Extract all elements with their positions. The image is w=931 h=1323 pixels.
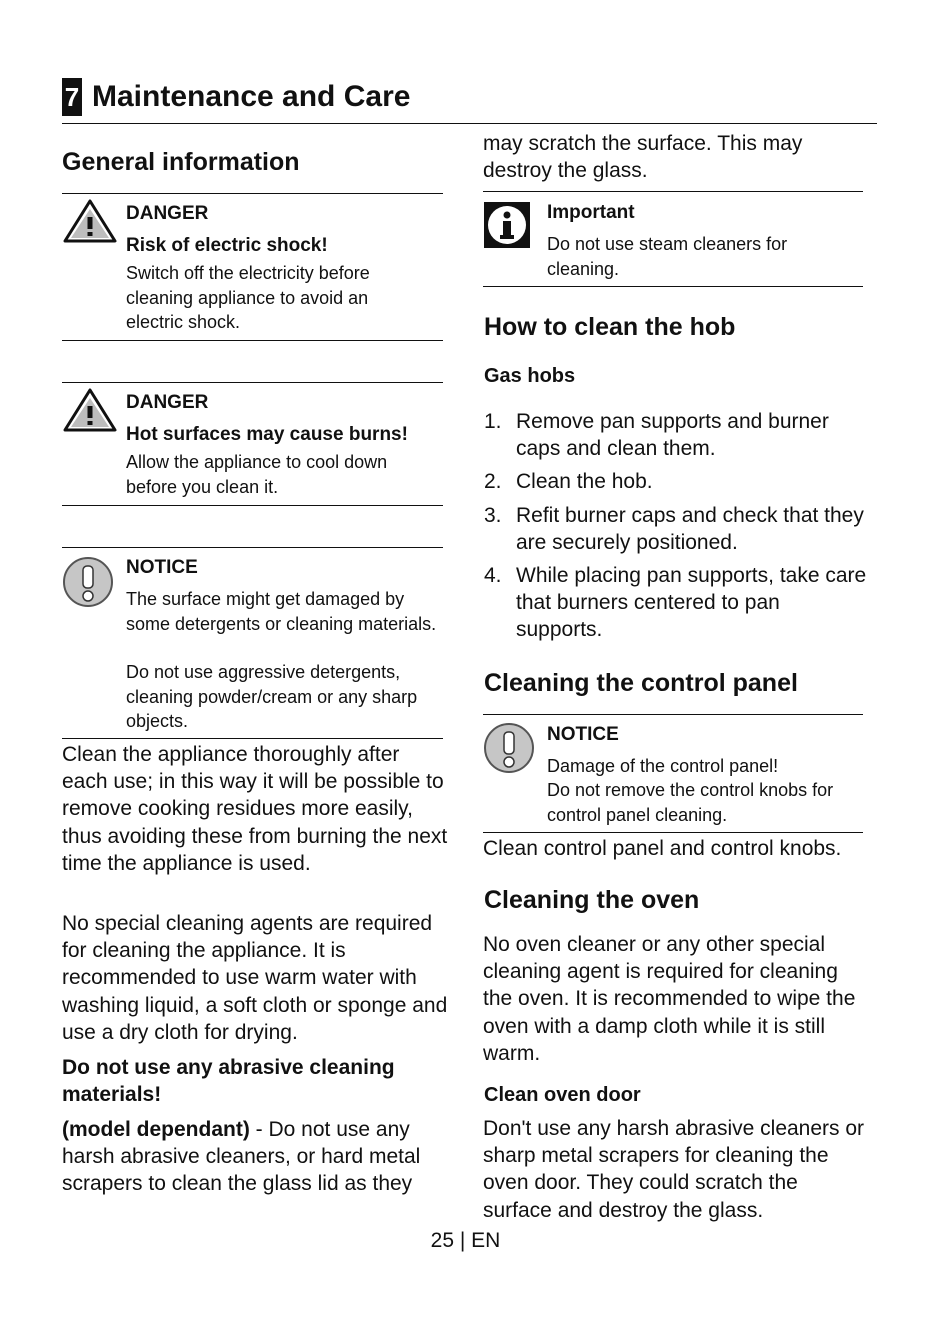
step-number: 2. — [484, 470, 502, 494]
danger-label: DANGER — [126, 392, 209, 413]
notice-exclamation-icon — [62, 556, 114, 608]
gas-hob-steps — [484, 408, 869, 650]
box-rule — [62, 505, 443, 506]
section-heading-cleaning-oven: Cleaning the oven — [484, 886, 700, 914]
notice-label: NOTICE — [126, 557, 198, 578]
header-rule — [62, 123, 877, 124]
box-rule — [483, 191, 863, 192]
danger-subtitle: Risk of electric shock! — [126, 235, 328, 256]
info-icon — [483, 201, 531, 249]
box-rule — [62, 382, 443, 383]
notice-text: Damage of the control panel! — [547, 756, 779, 776]
section-heading-control-panel: Cleaning the control panel — [484, 669, 798, 697]
section-heading-clean-hob: How to clean the hob — [484, 313, 736, 341]
section-heading-general-information: General information — [62, 148, 300, 176]
list-item — [484, 408, 869, 462]
danger-subtitle: Hot surfaces may cause burns! — [126, 424, 408, 445]
paragraph: Clean control panel and control knobs. — [483, 837, 842, 860]
step-text: Remove pan supports and burner caps and clean them. — [516, 410, 829, 461]
list-item — [484, 562, 869, 644]
step-number: 3. — [484, 503, 502, 527]
box-rule — [483, 832, 863, 833]
chapter-title: Maintenance and Care — [92, 80, 411, 113]
step-text: Refit burner caps and check that they are securely positioned. — [516, 503, 864, 554]
danger-label: DANGER — [126, 203, 209, 224]
box-rule — [62, 193, 443, 194]
list-item — [484, 468, 869, 495]
box-rule — [483, 714, 863, 715]
paragraph-text: - Do not use any harsh abrasive cleaners, or hard metal scrapers to clean the glass lid as they — [62, 1118, 421, 1196]
subheading-clean-oven-door: Clean oven door — [484, 1084, 641, 1106]
model-dependant-note: (model dependant) — [62, 1118, 250, 1141]
notice-text: Do not remove the control knobs for control panel cleaning. — [547, 780, 834, 825]
paragraph: No oven cleaner or any other special cleaning agent is required for cleaning the oven. It is recommended to wipe the oven with a damp cloth while it is still warm. — [483, 933, 856, 1065]
paragraph-continued: may scratch the surface. This may destroy the glass. — [483, 132, 803, 183]
notice-text: The surface might get damaged by some detergents or cleaning materials. — [126, 589, 437, 634]
box-rule — [62, 340, 443, 341]
danger-text: Allow the appliance to cool down before you clean it. — [126, 452, 388, 497]
paragraph: Clean the appliance thoroughly after each use; in this way it will be possible to remove cooking residues more easily, thus avoiding these from burning the next time the appliance is used. — [62, 743, 448, 875]
list-item — [484, 502, 869, 556]
subheading-gas-hobs: Gas hobs — [484, 365, 576, 387]
chapter-header — [62, 78, 410, 116]
page-footer: 25 | EN — [430, 1229, 501, 1252]
step-text: While placing pan supports, take care that burners centered to pan supports. — [516, 564, 867, 642]
important-label: Important — [547, 202, 635, 223]
paragraph — [62, 1116, 454, 1198]
box-rule — [62, 738, 443, 739]
paragraph: Don't use any harsh abrasive cleaners or sharp metal scrapers for cleaning the oven door. They could scratch the surface and destroy the glass. — [483, 1117, 865, 1222]
warning-triangle-icon — [62, 198, 118, 244]
step-number: 1. — [484, 410, 502, 433]
step-number: 4. — [484, 564, 502, 588]
bold-warning: Do not use any abrasive cleaning materials! — [62, 1056, 395, 1107]
box-rule — [62, 547, 443, 548]
notice-label: NOTICE — [547, 724, 619, 745]
danger-text: Switch off the electricity before cleaning appliance to avoid an electric shock. — [126, 263, 370, 332]
important-text: Do not use steam cleaners for cleaning. — [547, 234, 788, 279]
chapter-number: 7 — [62, 78, 82, 116]
warning-triangle-icon — [62, 387, 118, 433]
paragraph: No special cleaning agents are required for cleaning the appliance. It is recommended to use warm water with washing liquid, a soft cloth or sponge and use a dry cloth for drying. — [62, 912, 448, 1044]
step-text: Clean the hob. — [516, 470, 653, 494]
notice-exclamation-icon — [483, 722, 535, 774]
notice-text: Do not use aggressive detergents, cleaning powder/cream or any sharp objects. — [126, 662, 418, 731]
box-rule — [483, 286, 863, 287]
